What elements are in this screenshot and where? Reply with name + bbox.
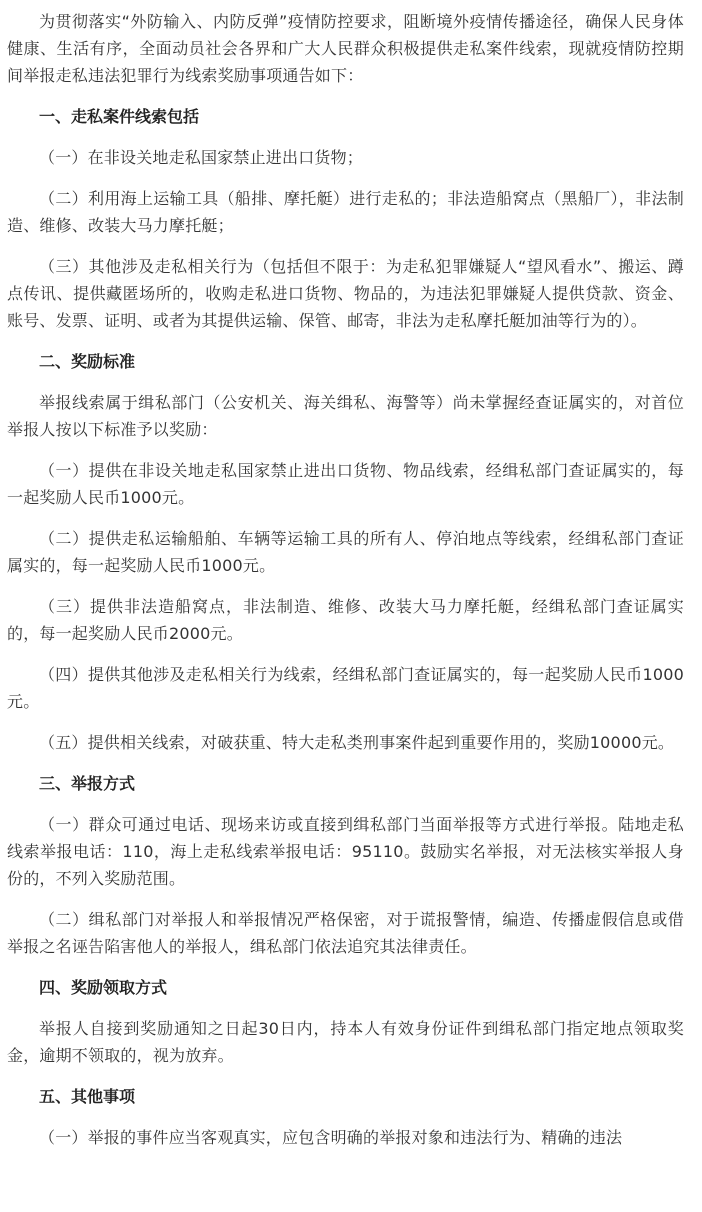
paragraph: （一）提供在非设关地走私国家禁止进出口货物、物品线索，经缉私部门查证属实的，每一起奖励人民币1000元。 — [7, 461, 684, 507]
paragraph: （二）缉私部门对举报人和举报情况严格保密，对于谎报警情，编造、传播虚假信息或借举报之名诬告陷害他人的举报人，缉私部门依法追究其法律责任。 — [7, 910, 684, 956]
section-heading: 二、奖励标准 — [39, 352, 136, 371]
paragraph: （五）提供相关线索，对破获重、特大走私类刑事案件起到重要作用的，奖励10000元。 — [39, 733, 675, 752]
paragraph: 举报人自接到奖励通知之日起30日内，持本人有效身份证件到缉私部门指定地点领取奖金，逾期不领取的，视为放弃。 — [7, 1019, 684, 1065]
paragraph: （三）其他涉及走私相关行为（包括但不限于：为走私犯罪嫌疑人“望风看水”、搬运、蹲点传讯、提供藏匿场所的，收购走私进口货物、物品的，为违法犯罪嫌疑人提供贷款、资金、账号、发票、证明、或者为其提供运输、保管、邮寄，非法为走私摩托艇加油等行为的）。 — [7, 257, 684, 330]
paragraph: （一）在非设关地走私国家禁止进出口货物； — [39, 148, 364, 167]
paragraph: （二）利用海上运输工具（船排、摩托艇）进行走私的；非法造船窝点（黑船厂），非法制造、维修、改装大马力摩托艇； — [7, 189, 684, 235]
paragraph: （一）群众可通过电话、现场来访或直接到缉私部门当面举报等方式进行举报。陆地走私线索举报电话：110，海上走私线索举报电话：95110。鼓励实名举报，对无法核实举报人身份的，不列入奖励范围。 — [7, 815, 684, 888]
paragraph: （二）提供走私运输船舶、车辆等运输工具的所有人、停泊地点等线索，经缉私部门查证属实的，每一起奖励人民币1000元。 — [7, 529, 684, 575]
section-reward-standard — [7, 348, 684, 756]
section-heading: 一、走私案件线索包括 — [39, 107, 200, 126]
paragraph: （三）提供非法造船窝点，非法制造、维修、改装大马力摩托艇，经缉私部门查证属实的，每一起奖励人民币2000元。 — [7, 597, 684, 643]
section-heading: 四、奖励领取方式 — [39, 978, 168, 997]
section-other-matters — [7, 1083, 684, 1151]
section-report-methods — [7, 770, 684, 960]
paragraph: （四）提供其他涉及走私相关行为线索，经缉私部门查证属实的，每一起奖励人民币1000元。 — [7, 665, 684, 711]
intro-paragraph: 为贯彻落实“外防输入、内防反弹”疫情防控要求，阻断境外疫情传播途径，确保人民身体健康、生活有序，全面动员社会各界和广大人民群众积极提供走私案件线索，现就疫情防控期间举报走私违法犯罪行为线索奖励事项通告如下： — [7, 12, 684, 85]
paragraph: 举报线索属于缉私部门（公安机关、海关缉私、海警等）尚未掌握经查证属实的，对首位举报人按以下标准予以奖励： — [7, 393, 684, 439]
section-clues — [7, 103, 684, 334]
section-heading: 三、举报方式 — [39, 774, 136, 793]
section-heading: 五、其他事项 — [39, 1087, 136, 1106]
section-reward-collection — [7, 974, 684, 1069]
paragraph: （一）举报的事件应当客观真实，应包含明确的举报对象和违法行为、精确的违法 — [39, 1128, 623, 1147]
